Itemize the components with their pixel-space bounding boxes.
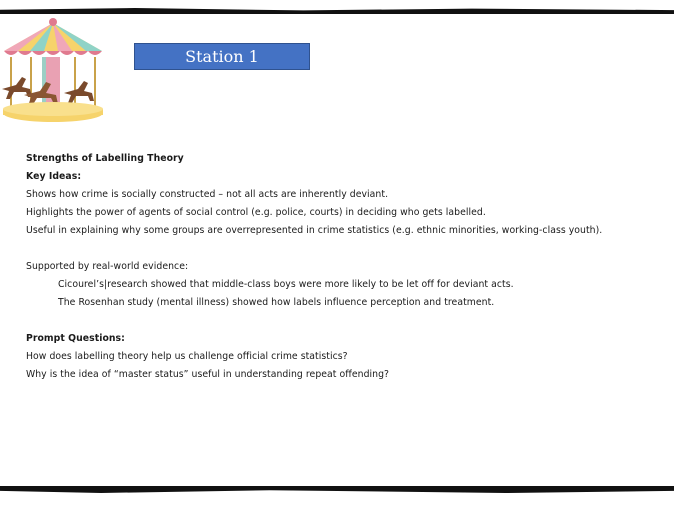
key-idea-item: Highlights the power of agents of social control (e.g. police, courts) in deciding who gets labelled. [26, 207, 486, 218]
station-title: Station 1 [185, 47, 259, 66]
evidence-item: Cicourel’s|research showed that middle-class boys were more likely to be let off for deviant acts. [58, 279, 514, 290]
prompt-question: Why is the idea of “master status” useful in understanding repeat offending? [26, 369, 390, 380]
top-frame-border [0, 8, 674, 14]
section-heading: Strengths of Labelling Theory [26, 153, 184, 164]
evidence-label: Supported by real-world evidence: [26, 261, 189, 272]
prompt-question: How does labelling theory help us challenge official crime statistics? [26, 351, 348, 362]
carousel-icon [0, 17, 106, 125]
document-body [26, 150, 666, 384]
evidence-item: The Rosenhan study (mental illness) showed how labels influence perception and treatment. [58, 297, 495, 308]
station-title-box [134, 43, 310, 70]
key-idea-item: Shows how crime is socially constructed – not all acts are inherently deviant. [26, 189, 389, 200]
prompt-questions-label: Prompt Questions: [26, 333, 125, 344]
bottom-frame-border [0, 486, 674, 493]
key-ideas-label: Key Ideas: [26, 171, 82, 182]
key-idea-item: Useful in explaining why some groups are overrepresented in crime statistics (e.g. ethnic minorities, working-class youth). [26, 225, 603, 236]
